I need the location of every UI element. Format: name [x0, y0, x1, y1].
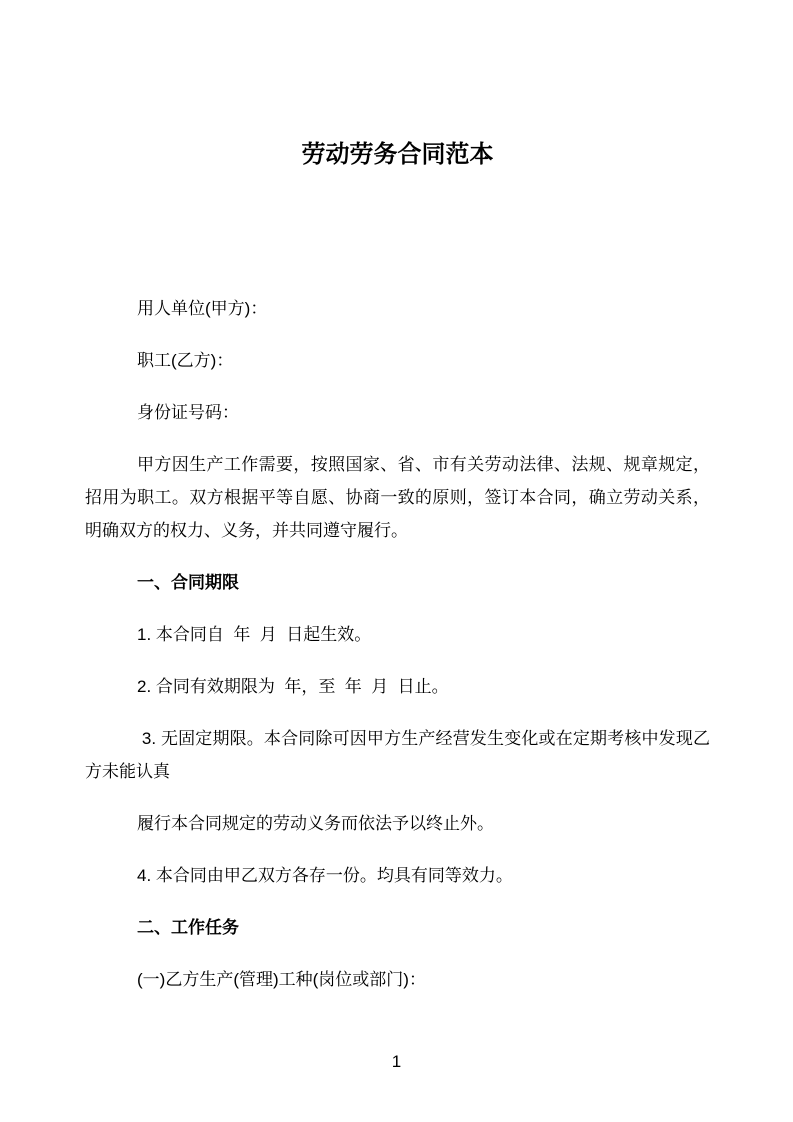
field-employee-party-b: 职工(乙方)： — [137, 351, 234, 370]
field-employer-party-a: 用人单位(甲方)： — [137, 299, 268, 318]
clause-3-continuation: 履行本合同规定的劳动义务而依法予以终止外。 — [137, 814, 494, 833]
clause-work-position: (一)乙方生产(管理)工种(岗位或部门)： — [137, 970, 426, 989]
page-number: 1 — [391, 1052, 402, 1071]
clause-3-open-term: 3. 无固定期限。本合同除可因甲方生产经营发生变化或在定期考核中发现乙方未能认真 — [85, 729, 710, 781]
page-title: 劳动劳务合同范本 — [301, 141, 494, 168]
section-heading-contract-term: 一、合同期限 — [137, 573, 239, 592]
clause-4-copies: 4. 本合同由甲乙双方各存一份。均具有同等效力。 — [137, 866, 513, 885]
section-heading-work-tasks: 二、工作任务 — [137, 918, 239, 937]
field-id-number: 身份证号码： — [137, 403, 239, 422]
clause-1-effective-date: 1. 本合同自 年 月 日起生效。 — [137, 625, 372, 644]
intro-paragraph: 甲方因生产工作需要，按照国家、省、市有关劳动法律、法规、规章规定，招用为职工。双方根据平等自愿、协商一致的原则，签订本合同，确立劳动关系，明确双方的权力、义务，并共同遵守履行。 — [85, 455, 710, 540]
document-content — [0, 140, 793, 996]
clause-2-valid-period: 2. 合同有效期限为 年，至 年 月 日止。 — [137, 677, 449, 696]
